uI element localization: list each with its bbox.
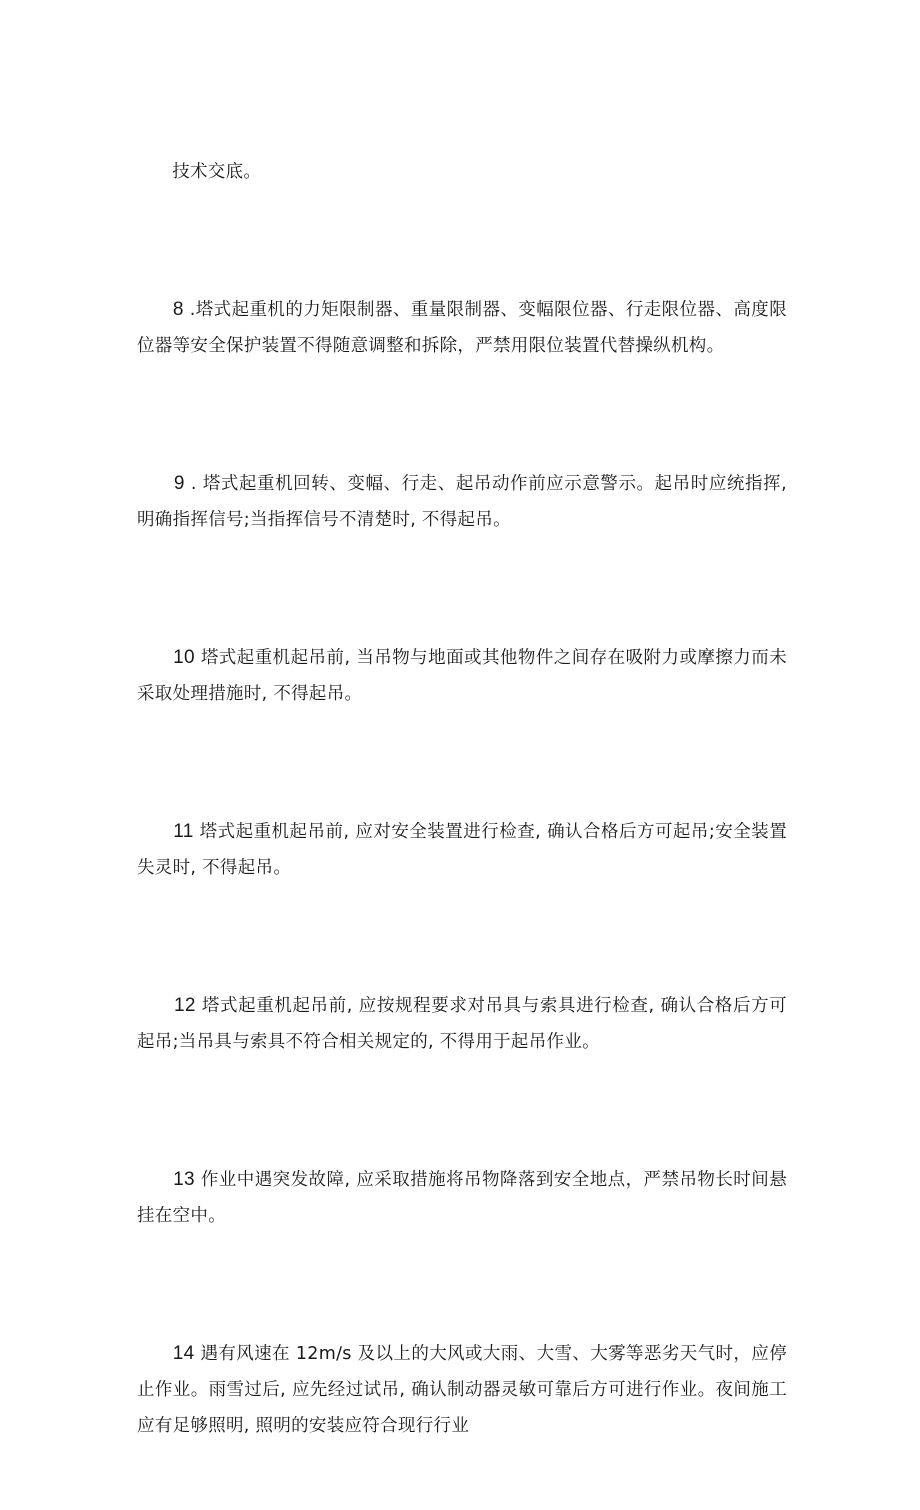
paragraph-number: 8 (172, 299, 184, 320)
paragraph-item-14 (137, 1300, 787, 1480)
paragraph-number: 13 (173, 1169, 195, 1190)
paragraph-number: 12 (174, 995, 196, 1016)
paragraph-item-12 (137, 952, 787, 1096)
paragraph-item-11 (137, 778, 787, 922)
paragraph-text: 作业中遇突发故障, 应采取措施将吊物降落到安全地点，严禁吊物长时间悬挂在空中。 (137, 1170, 787, 1226)
paragraph-text: 塔式起重机起吊前, 当吊物与地面或其他物件之间存在吸附力或摩擦力而未采取处理措施时, 不得起吊。 (137, 648, 787, 704)
document-body (137, 118, 793, 1510)
paragraph-number: 11 (173, 821, 194, 842)
paragraph-number: 9 (173, 473, 185, 494)
paragraph-text: 遇有风速在 12m∕s 及以上的大风或大雨、大雪、大雾等恶劣天气时，应停止作业。雨雪过后, 应先经过试吊, 确认制动器灵敏可靠后方可进行作业。夜间施工应有足够照明, 照明的安装应符合现行行业 (137, 1344, 787, 1436)
paragraph-text: .塔式起重机的力矩限制器、重量限制器、变幅限位器、行走限位器、高度限位器等安全保护装置不得随意调整和拆除，严禁用限位装置代替操纵机构。 (137, 300, 787, 356)
paragraph-item-10 (137, 604, 787, 748)
paragraph-number: 14 (172, 1343, 195, 1364)
paragraph-text: 技术交底。 (172, 162, 262, 182)
paragraph-text: . 塔式起重机回转、变幅、行走、起吊动作前应示意警示。起吊时应统指挥, 明确指挥信号;当指挥信号不清楚时, 不得起吊。 (137, 474, 793, 530)
paragraph-text: 塔式起重机起吊前, 应按规程要求对吊具与索具进行检查, 确认合格后方可起吊;当吊具与索具不符合相关规定的, 不得用于起吊作业。 (137, 996, 787, 1052)
paragraph-text: 塔式起重机起吊前, 应对安全装置进行检查, 确认合格后方可起吊;安全装置失灵时, 不得起吊。 (137, 822, 787, 878)
paragraph-item-13 (137, 1126, 787, 1270)
paragraph-item-8 (137, 256, 787, 400)
paragraph-continuation (137, 118, 787, 226)
paragraph-item-9 (137, 430, 793, 574)
paragraph-number: 10 (173, 647, 195, 668)
